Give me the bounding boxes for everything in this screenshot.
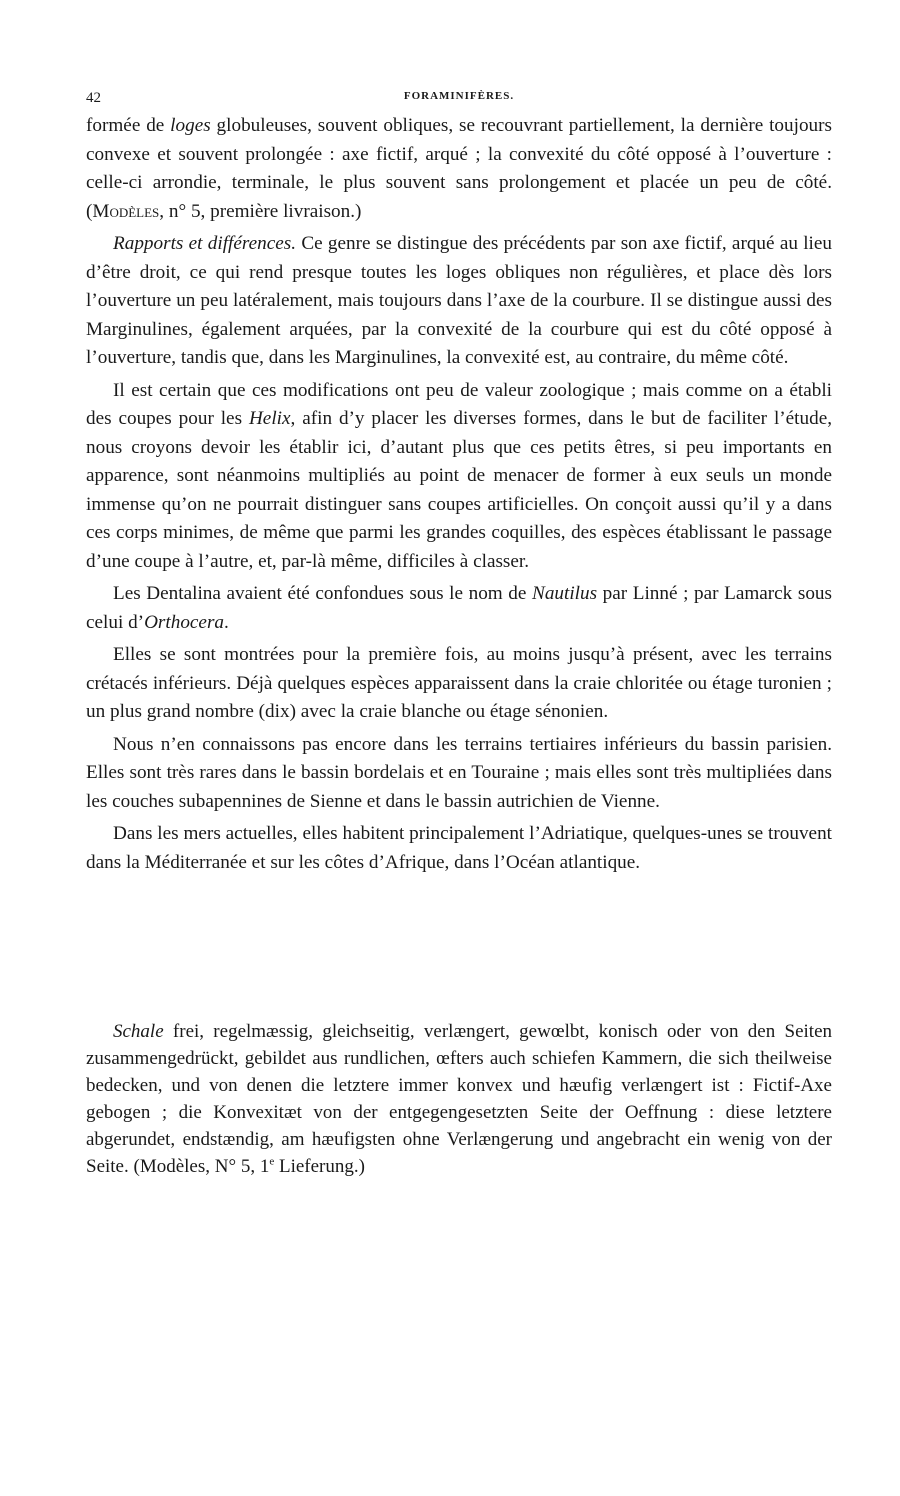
paragraph-modifications (86, 377, 832, 577)
small-caps-term: Modèles (92, 200, 160, 222)
italic-term: loges (170, 115, 211, 136)
text-run: formée de (86, 115, 171, 136)
text-run: par Linné ; par Lamarck sous celui d’ (86, 583, 832, 633)
paragraph-description (86, 112, 832, 226)
italic-term: Orthocera (144, 611, 225, 633)
german-description (86, 1018, 832, 1180)
paragraph-german (86, 1018, 832, 1180)
running-head: FORAMINIFÈRES. (403, 90, 515, 102)
italic-term: Helix (248, 408, 291, 429)
paragraph-first-appearance (86, 641, 832, 727)
paragraph-current-seas (86, 820, 832, 877)
text-run: Ce genre se distingue des précédents par son axe fictif, arqué au lieu d’être droit, ce qui rend presque toutes les loges obliques non régulières, et place dès lors l’ouverture un peu latéralement, mais toujours dans l’axe de la courbure. Il se distingue aussi des Marginulines, également arquées, par la convexité de la courbure qui est du côté opposé à l’ouverture, tandis que, dans les Marginulines, la convexité est, au contraire, du même côté. (86, 233, 832, 368)
paragraph-rapports (86, 230, 832, 373)
text-run: Elles se sont montrées pour la première fois, au moins jusqu’à présent, avec les terrains crétacés inférieurs. Déjà quelques espèces apparaissent dans la craie chloritée ou étage turonien ; un plus grand nombre (dix) avec la craie blanche ou étage sénonien. (86, 644, 832, 722)
text-run: , afin d’y placer les diverses formes, dans le but de faciliter l’étude, nous croyons devoir les établir ici, d’autant plus que ces petits êtres, si peu importants en apparence, sont néanmoins multipliés au point de menacer de former à eux seuls un monde immense qu’on ne pourrait distinguer sans coupes artificielles. On conçoit aussi qu’il y a dans ces corps minimes, de même que parmi les grandes coquilles, des espèces établissant le passage d’une coupe à l’autre, et, par-là même, difficiles à classer. (86, 408, 833, 572)
text-run: Lieferung.) (274, 1156, 365, 1177)
section-heading: Rapports et différences. (113, 233, 297, 254)
italic-term: Schale (113, 1021, 164, 1042)
paragraph-history (86, 580, 832, 637)
text-run: . (224, 611, 229, 633)
french-description (86, 112, 832, 881)
text-run: Dans les mers actuelles, elles habitent principalement l’Adriatique, quelques-unes se trouvent dans la Méditerranée et sur les côtes d’Afrique, dans l’Océan atlantique. (86, 823, 832, 873)
italic-term: Nautilus (532, 583, 598, 604)
paragraph-tertiary (86, 731, 832, 817)
text-run: Les Dentalina avaient été confondues sous le nom de (113, 583, 533, 604)
page-header (86, 90, 832, 110)
text-run: Il est certain que ces modifications ont peu de valeur zoologique ; mais comme on a établi des coupes pour les (86, 379, 832, 429)
text-run: Nous n’en connaissons pas encore dans les terrains tertiaires inférieurs du bassin parisien. Elles sont très rares dans le bassin bordelais et en Touraine ; mais elles sont très multipliées dans les couches subapennines de Sienne et dans le bassin autrichien de Vienne. (86, 733, 832, 812)
text-run: frei, regelmæssig, gleichseitig, verlængert, gewœlbt, konisch oder von den Seiten zusammengedrückt, gebildet aus rundlichen, œfters auch schiefen Kammern, die sich theilweise bedecken, und von denen die letztere immer konvex und hæufig verlængert ist : Fictif-Axe gebogen ; die Konvexitæt von der entgegengesetzten Seite der Oeffnung : diese letztere abgerundet, endstændig, am hæufigsten ohne Verlængerung und angebracht ein wenig von der Seite. (Modèles, N° 5, 1 (86, 1021, 832, 1177)
page-number: 42 (86, 90, 101, 106)
text-run: globuleuses, souvent obliques, se recouvrant partiellement, la dernière toujours convexe et souvent prolongée : axe fictif, arqué ; la convexité du côté opposé à l’ouverture : celle-ci arrondie, terminale, le plus souvent sans prolongement et placée un peu de côté. ( (86, 115, 832, 222)
text-run: , n° 5, première livraison.) (159, 200, 362, 222)
superscript: e (269, 1155, 275, 1168)
